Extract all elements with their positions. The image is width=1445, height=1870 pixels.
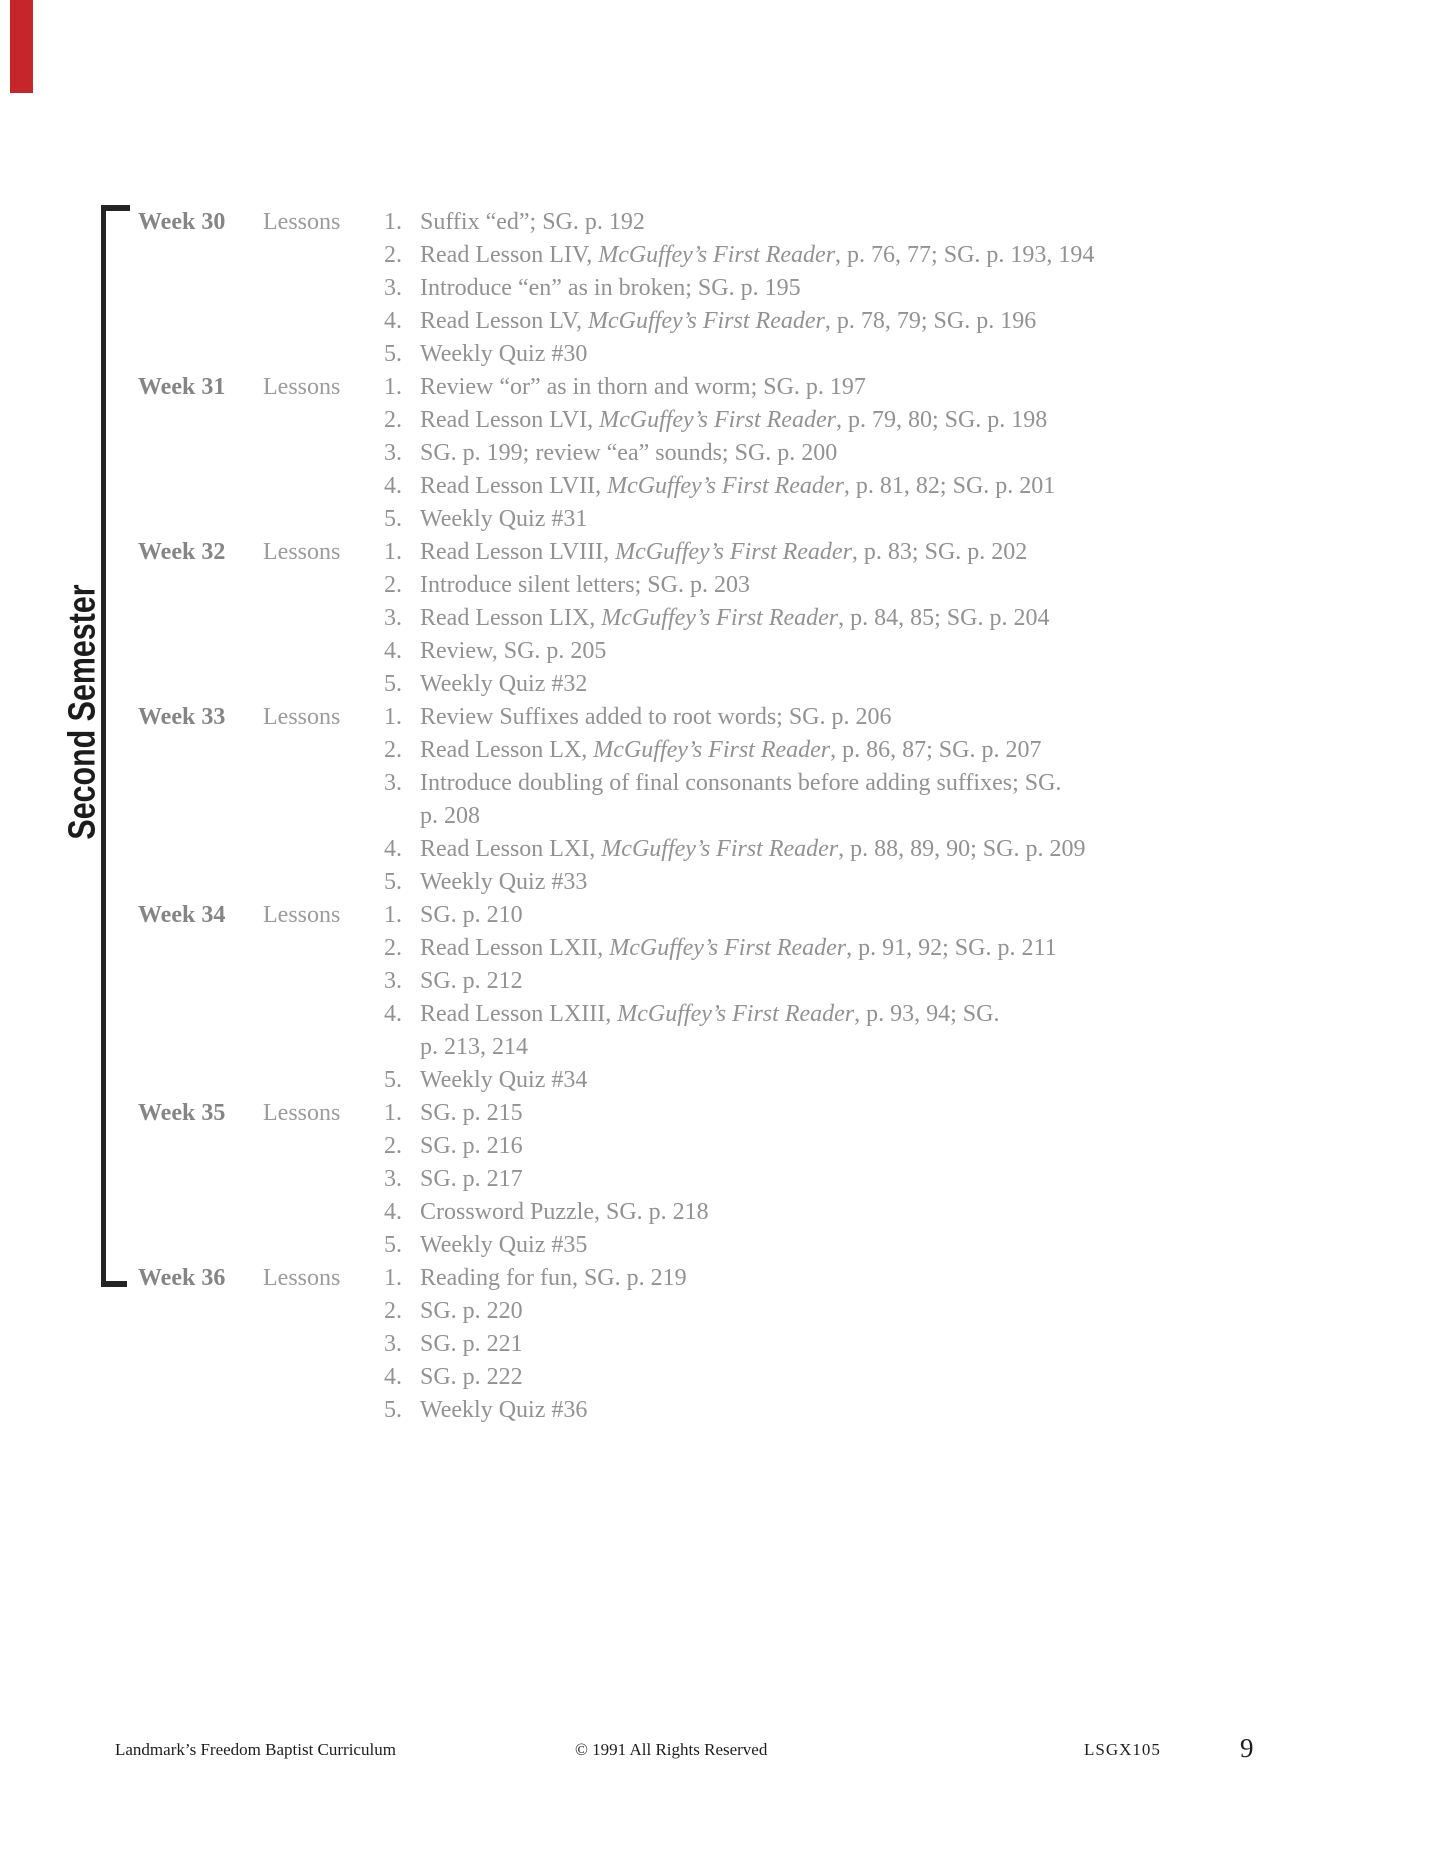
lesson-item <box>384 404 1228 437</box>
lesson-text: Weekly Quiz #36 <box>420 1397 588 1423</box>
lesson-text-book-title: McGuffey’s First Reader <box>601 836 839 862</box>
lesson-text: Weekly Quiz #31 <box>420 506 588 532</box>
lesson-number: 5. <box>384 1397 402 1423</box>
footer-copyright: © 1991 All Rights Reserved <box>575 1740 768 1759</box>
page-number: 9 <box>1240 1733 1254 1763</box>
lesson-item <box>384 1130 1228 1163</box>
lesson-number: 2. <box>384 935 402 961</box>
lesson-text: Suffix “ed”; SG. p. 192 <box>420 209 645 235</box>
lesson-text: Read Lesson LVII, <box>420 473 608 499</box>
lesson-items <box>384 701 1228 899</box>
lesson-text: , p. 81, 82; SG. p. 201 <box>843 473 1056 499</box>
footer-product-code: LSGX105 <box>1084 1740 1161 1759</box>
lesson-item <box>384 536 1228 569</box>
lesson-item <box>384 767 1228 800</box>
lesson-text: Weekly Quiz #32 <box>420 671 588 697</box>
lesson-text: p. 213, 214 <box>420 1034 528 1060</box>
lesson-text: SG. p. 212 <box>420 968 523 994</box>
lesson-text: Weekly Quiz #30 <box>420 341 588 367</box>
lesson-number: 5. <box>384 506 402 532</box>
lesson-text: Read Lesson LV, <box>420 308 588 334</box>
lesson-text: Read Lesson LIX, <box>420 605 602 631</box>
lesson-item <box>384 932 1228 965</box>
lesson-text: , p. 84, 85; SG. p. 204 <box>838 605 1050 631</box>
lesson-number: 3. <box>384 1331 402 1357</box>
lesson-item <box>384 305 1228 338</box>
lesson-item <box>384 602 1228 635</box>
lesson-text: Read Lesson LXI, <box>420 836 602 862</box>
lesson-item <box>384 866 1228 899</box>
week-label: Week 33 <box>138 704 226 730</box>
lesson-number: 5. <box>384 1232 402 1258</box>
lesson-items <box>384 1262 1228 1427</box>
lesson-text-book-title: McGuffey’s First Reader <box>599 407 836 433</box>
lesson-text: SG. p. 199; review “ea” sounds; SG. p. 200 <box>420 440 838 466</box>
lesson-number: 3. <box>384 440 402 466</box>
footer-publisher: Landmark’s Freedom Baptist Curriculum <box>115 1740 396 1759</box>
lesson-item <box>384 206 1228 239</box>
week-row <box>138 206 1228 371</box>
lesson-number: 4. <box>384 836 402 862</box>
lesson-number: 1. <box>384 1100 402 1126</box>
lesson-number: 5. <box>384 1067 402 1093</box>
lesson-text: , p. 83; SG. p. 202 <box>851 539 1028 565</box>
semester-bracket-top-arm <box>101 205 130 211</box>
lesson-item <box>384 1064 1228 1097</box>
lesson-text: , p. 78, 79; SG. p. 196 <box>824 308 1037 334</box>
lesson-item <box>384 965 1228 998</box>
lesson-text: Reading for fun, SG. p. 219 <box>420 1265 687 1291</box>
lesson-text-book-title: McGuffey’s First Reader <box>607 473 844 499</box>
week-row <box>138 536 1228 701</box>
lesson-items <box>384 536 1228 701</box>
lesson-item <box>384 503 1228 536</box>
lessons-label: Lessons <box>263 374 341 400</box>
lesson-item <box>384 635 1228 668</box>
lesson-number: 4. <box>384 473 402 499</box>
lesson-item <box>384 1097 1228 1130</box>
lesson-number: 4. <box>384 1001 402 1027</box>
lesson-text: , p. 86, 87; SG. p. 207 <box>830 737 1042 763</box>
lesson-text-book-title: McGuffey’s First Reader <box>598 242 836 268</box>
week-row <box>138 899 1228 1097</box>
lesson-text: , p. 76, 77; SG. p. 193, 194 <box>835 242 1095 268</box>
lesson-number: 3. <box>384 1166 402 1192</box>
week-label: Week 36 <box>138 1265 226 1291</box>
lesson-text-book-title: McGuffey’s First Reader <box>617 1001 855 1027</box>
lesson-text: Read Lesson LXIII, <box>420 1001 618 1027</box>
lesson-text: , p. 79, 80; SG. p. 198 <box>835 407 1048 433</box>
lesson-item <box>384 470 1228 503</box>
lesson-text: SG. p. 220 <box>420 1298 523 1324</box>
lesson-number: 1. <box>384 1265 402 1291</box>
lesson-number: 1. <box>384 209 402 235</box>
lesson-item <box>384 899 1228 932</box>
week-row <box>138 1262 1228 1427</box>
lesson-number: 2. <box>384 1133 402 1159</box>
lesson-item <box>384 437 1228 470</box>
lesson-item-continuation <box>420 1031 1228 1064</box>
lesson-text: Introduce silent letters; SG. p. 203 <box>420 572 750 598</box>
lesson-item-continuation <box>420 800 1228 833</box>
lesson-text: Review “or” as in thorn and worm; SG. p. 197 <box>420 374 866 400</box>
lesson-items <box>384 899 1228 1097</box>
lesson-text: Weekly Quiz #34 <box>420 1067 588 1093</box>
lesson-number: 4. <box>384 1364 402 1390</box>
week-row <box>138 701 1228 899</box>
lesson-number: 3. <box>384 605 402 631</box>
lesson-item <box>384 1163 1228 1196</box>
lesson-text: Read Lesson LXII, <box>420 935 610 961</box>
lesson-number: 2. <box>384 1298 402 1324</box>
week-label: Week 35 <box>138 1100 226 1126</box>
lesson-number: 4. <box>384 308 402 334</box>
lesson-text: Weekly Quiz #35 <box>420 1232 588 1258</box>
lesson-text: Weekly Quiz #33 <box>420 869 588 895</box>
lesson-number: 5. <box>384 341 402 367</box>
week-label: Week 32 <box>138 539 226 565</box>
lesson-text: p. 208 <box>420 803 480 829</box>
lesson-text: Review Suffixes added to root words; SG. p. 206 <box>420 704 892 730</box>
lesson-item <box>384 1229 1228 1262</box>
lesson-text: SG. p. 217 <box>420 1166 523 1192</box>
lessons-label: Lessons <box>263 209 341 235</box>
week-row <box>138 1097 1228 1262</box>
lesson-item <box>384 239 1228 272</box>
lesson-text: Review, SG. p. 205 <box>420 638 607 664</box>
lesson-text: Introduce doubling of final consonants before adding suffixes; SG. <box>420 770 1062 796</box>
lesson-item <box>384 1328 1228 1361</box>
lesson-text: SG. p. 215 <box>420 1100 523 1126</box>
semester-label: Second Semester <box>61 584 104 840</box>
lesson-number: 1. <box>384 539 402 565</box>
lesson-text-book-title: McGuffey’s First Reader <box>601 605 839 631</box>
lesson-text: Introduce “en” as in broken; SG. p. 195 <box>420 275 801 301</box>
lessons-label: Lessons <box>263 539 341 565</box>
lesson-item <box>384 998 1228 1031</box>
lesson-text: SG. p. 210 <box>420 902 523 928</box>
lesson-number: 5. <box>384 869 402 895</box>
lesson-text: , p. 91, 92; SG. p. 211 <box>846 935 1057 961</box>
lesson-number: 3. <box>384 275 402 301</box>
lesson-text: Read Lesson LVI, <box>420 407 600 433</box>
lesson-number: 4. <box>384 1199 402 1225</box>
lesson-text: Read Lesson LIV, <box>420 242 599 268</box>
lessons-label: Lessons <box>263 902 341 928</box>
lesson-text-book-title: McGuffey’s First Reader <box>615 539 852 565</box>
lessons-label: Lessons <box>263 1100 341 1126</box>
lesson-text-book-title: McGuffey’s First Reader <box>588 308 825 334</box>
lesson-text: Read Lesson LVIII, <box>420 539 616 565</box>
red-edge-mark <box>10 0 33 93</box>
lessons-label: Lessons <box>263 704 341 730</box>
week-label: Week 30 <box>138 209 226 235</box>
lesson-number: 3. <box>384 770 402 796</box>
lesson-items <box>384 371 1228 536</box>
lesson-text: Read Lesson LX, <box>420 737 594 763</box>
lesson-item <box>384 1262 1228 1295</box>
lesson-item <box>384 371 1228 404</box>
lesson-number: 2. <box>384 572 402 598</box>
lesson-number: 1. <box>384 374 402 400</box>
week-label: Week 31 <box>138 374 226 400</box>
semester-bracket-bottom-arm <box>101 1281 127 1287</box>
lesson-number: 2. <box>384 242 402 268</box>
lesson-item <box>384 668 1228 701</box>
lesson-text: , p. 93, 94; SG. <box>854 1001 1000 1027</box>
lesson-text: SG. p. 221 <box>420 1331 523 1357</box>
lesson-item <box>384 1394 1228 1427</box>
lesson-item <box>384 1196 1228 1229</box>
lesson-item <box>384 338 1228 371</box>
lesson-items <box>384 1097 1228 1262</box>
lesson-text: SG. p. 216 <box>420 1133 523 1159</box>
lesson-item <box>384 701 1228 734</box>
lesson-item <box>384 1361 1228 1394</box>
lesson-item <box>384 833 1228 866</box>
lesson-number: 1. <box>384 902 402 928</box>
lesson-number: 2. <box>384 737 402 763</box>
week-row <box>138 371 1228 536</box>
lesson-item <box>384 1295 1228 1328</box>
lesson-text: , p. 88, 89, 90; SG. p. 209 <box>838 836 1086 862</box>
lesson-schedule <box>138 206 1228 1427</box>
lesson-number: 3. <box>384 968 402 994</box>
lesson-number: 4. <box>384 638 402 664</box>
lesson-items <box>384 206 1228 371</box>
lesson-number: 2. <box>384 407 402 433</box>
lesson-number: 5. <box>384 671 402 697</box>
lesson-text: Crossword Puzzle, SG. p. 218 <box>420 1199 709 1225</box>
lessons-label: Lessons <box>263 1265 341 1291</box>
lesson-number: 1. <box>384 704 402 730</box>
lesson-text-book-title: McGuffey’s First Reader <box>609 935 847 961</box>
lesson-text-book-title: McGuffey’s First Reader <box>593 737 831 763</box>
lesson-item <box>384 272 1228 305</box>
lesson-item <box>384 734 1228 767</box>
lesson-item <box>384 569 1228 602</box>
lesson-text: SG. p. 222 <box>420 1364 523 1390</box>
week-label: Week 34 <box>138 902 226 928</box>
